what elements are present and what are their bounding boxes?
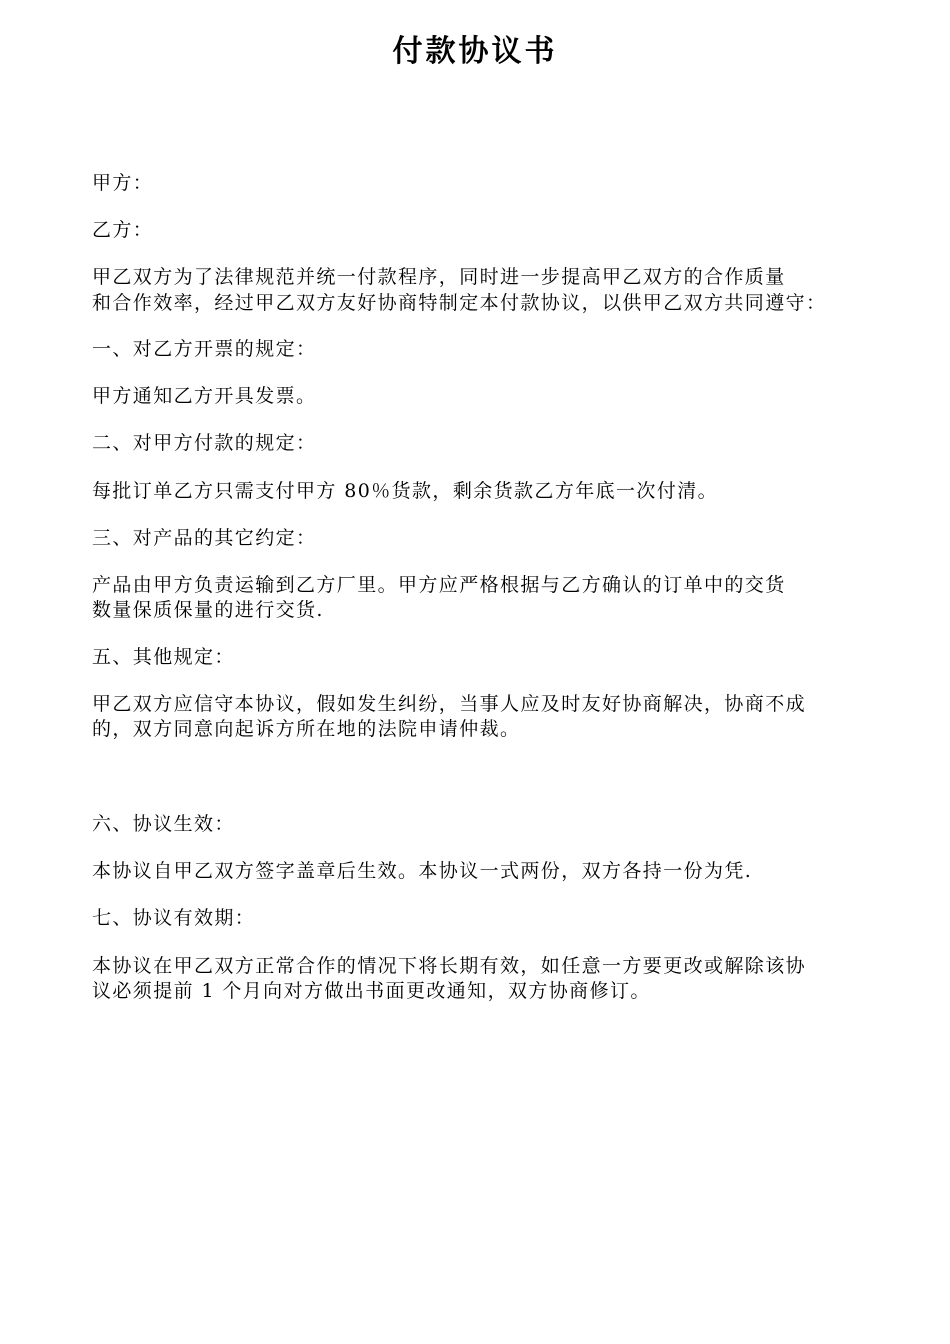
section-7-body-line-1: 本协议在甲乙双方正常合作的情况下将长期有效，如任意一方要更改或解除该协	[92, 955, 807, 977]
section-5-body-line-1: 甲乙双方应信守本协议，假如发生纠纷，当事人应及时友好协商解决，协商不成	[92, 693, 807, 715]
intro-line-2: 和合作效率，经过甲乙双方友好协商特制定本付款协议，以供甲乙双方共同遵守：	[92, 292, 827, 314]
section-1-body-line: 甲方通知乙方开具发票。	[92, 385, 317, 407]
section-2-heading: 二、对甲方付款的规定：	[92, 432, 317, 454]
intro-line-1: 甲乙双方为了法律规范并统一付款程序，同时进一步提高甲乙双方的合作质量	[92, 266, 786, 288]
section-6-heading: 六、协议生效：	[92, 813, 235, 835]
section-1-heading: 一、对乙方开票的规定：	[92, 338, 317, 360]
section-6-body-line: 本协议自甲乙双方签字盖章后生效。本协议一式两份，双方各持一份为凭.	[92, 860, 753, 882]
section-7-body-line-2: 议必须提前 1 个月向对方做出书面更改通知，双方协商修订。	[92, 980, 651, 1002]
section-5-body-line-2: 的，双方同意向起诉方所在地的法院申请仲裁。	[92, 718, 521, 740]
document-title: 付款协议书	[392, 34, 558, 69]
section-3-heading: 三、对产品的其它约定：	[92, 527, 317, 549]
party-a-label: 甲方：	[92, 172, 154, 194]
section-5-heading: 五、其他规定：	[92, 646, 235, 668]
party-b-label: 乙方：	[92, 219, 154, 241]
section-2-body-line: 每批订单乙方只需支付甲方 80％货款，剩余货款乙方年底一次付清。	[92, 480, 719, 502]
section-3-body-line-1: 产品由甲方负责运输到乙方厂里。甲方应严格根据与乙方确认的订单中的交货	[92, 574, 786, 596]
section-7-heading: 七、协议有效期：	[92, 907, 256, 929]
section-3-body-line-2: 数量保质保量的进行交货.	[92, 599, 324, 621]
